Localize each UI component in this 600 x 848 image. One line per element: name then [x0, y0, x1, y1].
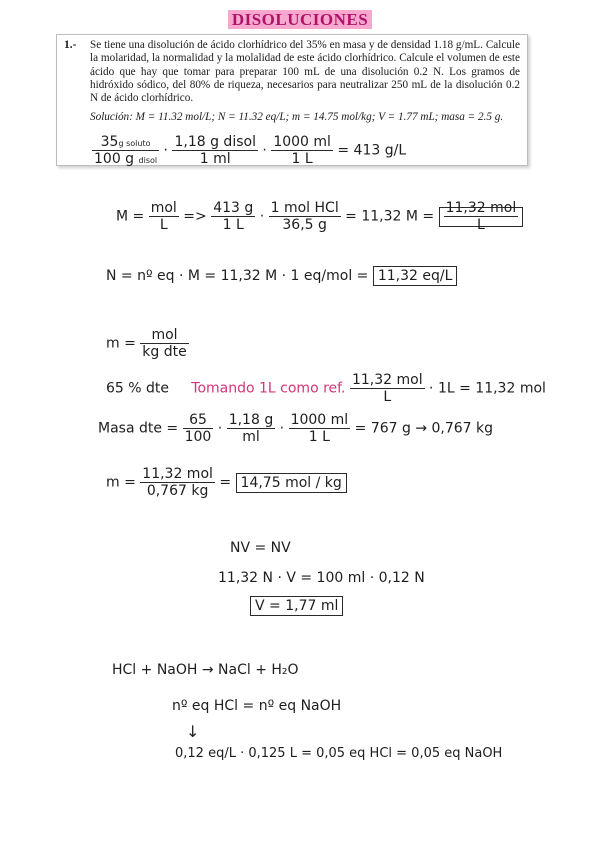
normality-result-box: 11,32 eq/L [373, 266, 458, 286]
hw-equivalents: nº eq HCl = nº eq NaOH [172, 698, 342, 714]
volume-result-box: V = 1,77 ml [250, 598, 343, 614]
down-arrow-icon: ↓ [186, 722, 200, 741]
hw-dilution-eq: NV = NV [230, 540, 291, 556]
problem-solution: Solución: M = 11.32 mol/L; N = 11.32 eq/L; m = 14.75 mol/kg; V = 1.77 mL; masa = 2.5 g. [90, 111, 504, 123]
molality-result-box: 14,75 mol / kg [236, 473, 347, 493]
hw-line-1: $\frac{\text{35g soluto}}{\text{100 g disol}}$ · $\frac{\text{1,18 g disol}}{1 ml}$ · $\frac{1000 ml}{1 L}$ = 413 g/L [94, 134, 407, 167]
molarity-result-box: $\frac{\text{11,32 mol}}{L}$ [439, 207, 524, 227]
problem-statement: Se tiene una disolución de ácido clorhídrico del 35% en masa y de densidad 1.18 g/mL. Calcule la molaridad, la normalidad y la molalidad de este ácido clorhídrico. Calcule el volumen de este ácido que hay que tomar para preparar 100 mL de una disolución 0.2 N. Los gramos de hidróxido sódico, del 80% de riqueza, necesarios para neutralizar 250 mL de la disolución 0.2 N de ácido clorhídrico. [90, 39, 520, 105]
hw-reaction: HCl + NaOH → NaCl + H₂O [112, 662, 299, 678]
hw-dilution-calc: 11,32 N · V = 100 ml · 0,12 N [218, 570, 425, 586]
hw-line-molality: m = $\frac{\text{11,32 mol}}{0,767 kg}$ = 14,75 mol / kg [106, 466, 347, 499]
hw-line-reference: 65 % dte Tomando 1L como ref. $\frac{\text{11,32 mol}}{L}$ · 1L = 11,32 mol [106, 372, 546, 405]
page-title: DISOLUCIONES [0, 10, 600, 30]
reference-note: Tomando 1L como ref. [191, 380, 346, 397]
hw-line-normality: N = nº eq · M = 11,32 M · 1 eq/mol = 11,32 eq/L [106, 268, 457, 284]
problem-number: 1.- [64, 39, 77, 51]
hw-line-solvent-mass: Masa dte = $\frac{65}{100}$ · $\frac{1,18 g}{ml}$ · $\frac{1000 ml}{1 L}$ = 767 g → 0,767 kg [98, 412, 494, 445]
hw-line-molality-def: m = $\frac{\text{mol}}{\text{kg dte}}$ [106, 327, 187, 360]
hw-line-molarity: M = $\frac{\text{mol}}{L}$ => $\frac{413 g}{1 L}$ · $\frac{\text{1 mol HCl}}{36,5 g}$ = 11,32 M = $\frac{\text{11,32 mol}}{L}$ [116, 200, 523, 233]
hw-neutralization: 0,12 eq/L · 0,125 L = 0,05 eq HCl = 0,05 eq NaOH [175, 746, 503, 761]
